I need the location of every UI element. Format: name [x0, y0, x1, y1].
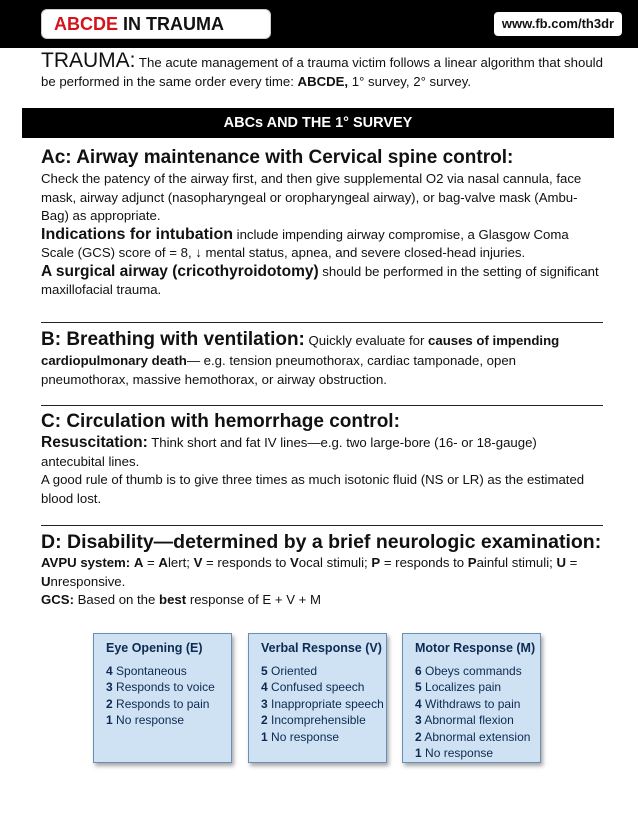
label: Spontaneous [116, 663, 187, 678]
fluid-rule-text: A good rule of thumb is to give three times as much isotonic fluid (NS or LR) as the estimated blood lost. [41, 472, 585, 506]
disability-section [41, 530, 603, 610]
score: 3 [261, 696, 268, 711]
label: Responds to voice [116, 680, 215, 694]
avpu-paragraph [41, 554, 603, 591]
label: Localizes pain [425, 680, 502, 694]
list-item [415, 745, 540, 762]
title-abcde: ABCDE [54, 14, 119, 34]
surgical-paragraph [41, 263, 603, 300]
label: No response [271, 729, 340, 744]
avpu-p: P [371, 555, 381, 570]
surgical-text: should be performed in the setting of significant maxillofacial trauma. [41, 263, 599, 297]
gcs-paragraph [41, 591, 603, 610]
avpu-v-cap: V [290, 555, 299, 570]
gcs-text2: response of E + V + M [186, 592, 322, 607]
label: Abnormal extension [424, 729, 531, 744]
breathing-bold: causes of impending cardiopulmonary death [41, 333, 560, 368]
label: No response [116, 713, 185, 727]
score: 5 [415, 680, 422, 694]
gcs-bold: best [159, 592, 187, 607]
intro-heading: TRAUMA: [41, 49, 136, 72]
intro-paragraph [41, 49, 603, 91]
avpu-a-rest: lert; [167, 555, 194, 570]
avpu-u: U [556, 555, 566, 570]
label: Abnormal flexion [424, 713, 514, 727]
motor-response-table [402, 633, 541, 763]
score: 1 [261, 729, 268, 744]
verbal-response-table [248, 633, 387, 763]
table-title: Verbal Response (V) [261, 641, 382, 655]
header-bar [0, 0, 638, 48]
score: 3 [415, 713, 422, 727]
score: 5 [261, 663, 268, 678]
score: 2 [415, 729, 422, 744]
avpu-label: AVPU system: [41, 555, 131, 570]
divider [41, 405, 603, 406]
airway-heading: Ac: Airway maintenance with Cervical spine control: [41, 147, 514, 168]
list-item [261, 696, 386, 713]
divider [41, 525, 603, 526]
list-item [261, 712, 386, 729]
breathing-text2: — e.g. tension pneumothorax, cardiac tamponade, open pneumothorax, massive hemothorax, or airway obstruction. [41, 353, 516, 387]
list-item [415, 663, 540, 680]
avpu-v-eq: = responds to [202, 555, 290, 570]
avpu-a: A [133, 555, 144, 570]
breathing-text1: Quickly evaluate for [304, 333, 429, 348]
circulation-section [41, 410, 603, 508]
label: Inappropriate speech [271, 696, 384, 711]
label: Incomprehensible [271, 713, 366, 727]
avpu-a-cap: A [158, 555, 168, 570]
table-title: Eye Opening (E) [106, 641, 203, 655]
list-item [415, 696, 540, 713]
label: Responds to pain [116, 696, 210, 711]
title-rest: IN TRAUMA [118, 14, 225, 34]
resuscitation-paragraph [41, 434, 603, 471]
table-title: Motor Response (M) [415, 641, 536, 655]
list-item [415, 712, 540, 729]
avpu-p-rest: ainful stimuli; [476, 555, 557, 570]
label: No response [425, 746, 494, 760]
label: Confused speech [271, 680, 365, 694]
gcs-text1: Based on the [73, 592, 160, 607]
surgical-heading: A surgical airway (cricothyroidotomy) [41, 262, 319, 280]
intro-text1: The acute management of a trauma victim follows a linear algorithm that should be performed in the same order every time: [41, 55, 603, 89]
score: 1 [106, 713, 113, 727]
intubation-text: include impending airway compromise, a Glasgow Coma Scale (GCS) score of = 8, ↓ mental status, apnea, and severe closed-head injuries. [41, 226, 569, 260]
breathing-section [41, 328, 603, 389]
avpu-v-rest: ocal stimuli; [298, 555, 372, 570]
circulation-heading: C: Circulation with hemorrhage control: [41, 411, 400, 432]
airway-section [41, 146, 603, 300]
gcs-label: GCS: [41, 592, 74, 607]
list-item [106, 712, 231, 729]
disability-heading: D: Disability—determined by a brief neurologic examination: [41, 531, 602, 553]
page-title [41, 9, 271, 39]
avpu-v: V [193, 555, 203, 570]
score: 4 [261, 680, 268, 694]
score: 1 [415, 746, 422, 760]
airway-text: Check the patency of the airway first, and then give supplemental O2 via nasal cannula, face mask, airway adjunct (nasopharyngeal or oropharyngeal airway), or bag-valve mask (Ambu-Bag) as appropriate. [41, 171, 582, 223]
list-item [415, 729, 540, 746]
intro-text2: 1° survey, 2° survey. [348, 73, 472, 89]
intubation-heading: Indications for intubation [41, 225, 233, 243]
list-item [106, 696, 231, 713]
list-item [106, 679, 231, 696]
score: 4 [106, 663, 113, 678]
score: 2 [261, 713, 268, 727]
list-item [415, 679, 540, 696]
source-url: www.fb.com/th3dr [494, 12, 622, 36]
label: Oriented [271, 663, 318, 678]
list-item [261, 729, 386, 746]
intro-bold: ABCDE, [297, 73, 349, 89]
resuscitation-heading: Resuscitation: [41, 434, 148, 451]
list-item [261, 679, 386, 696]
avpu-u-rest: nresponsive. [50, 573, 126, 589]
avpu-u-eq: = [565, 555, 578, 570]
score: 4 [415, 696, 422, 711]
list-item [261, 663, 386, 680]
avpu-p-cap: P [467, 555, 477, 570]
avpu-u-cap: U [41, 573, 51, 589]
score: 3 [106, 680, 113, 694]
breathing-heading: B: Breathing with ventilation: [41, 329, 305, 350]
divider [41, 322, 603, 323]
list-item [106, 663, 231, 680]
score: 2 [106, 696, 113, 711]
label: Obeys commands [425, 663, 522, 678]
resuscitation-text: Think short and fat IV lines—e.g. two large-bore (16- or 18-gauge) antecubital lines. [41, 435, 537, 469]
section-banner: ABCs AND THE 1° SURVEY [22, 108, 614, 138]
score: 6 [415, 663, 422, 678]
avpu-p-eq: = responds to [380, 555, 468, 570]
avpu-a-eq: = [143, 555, 159, 570]
label: Withdraws to pain [425, 696, 521, 711]
intubation-paragraph [41, 226, 603, 263]
eye-opening-table [93, 633, 232, 763]
